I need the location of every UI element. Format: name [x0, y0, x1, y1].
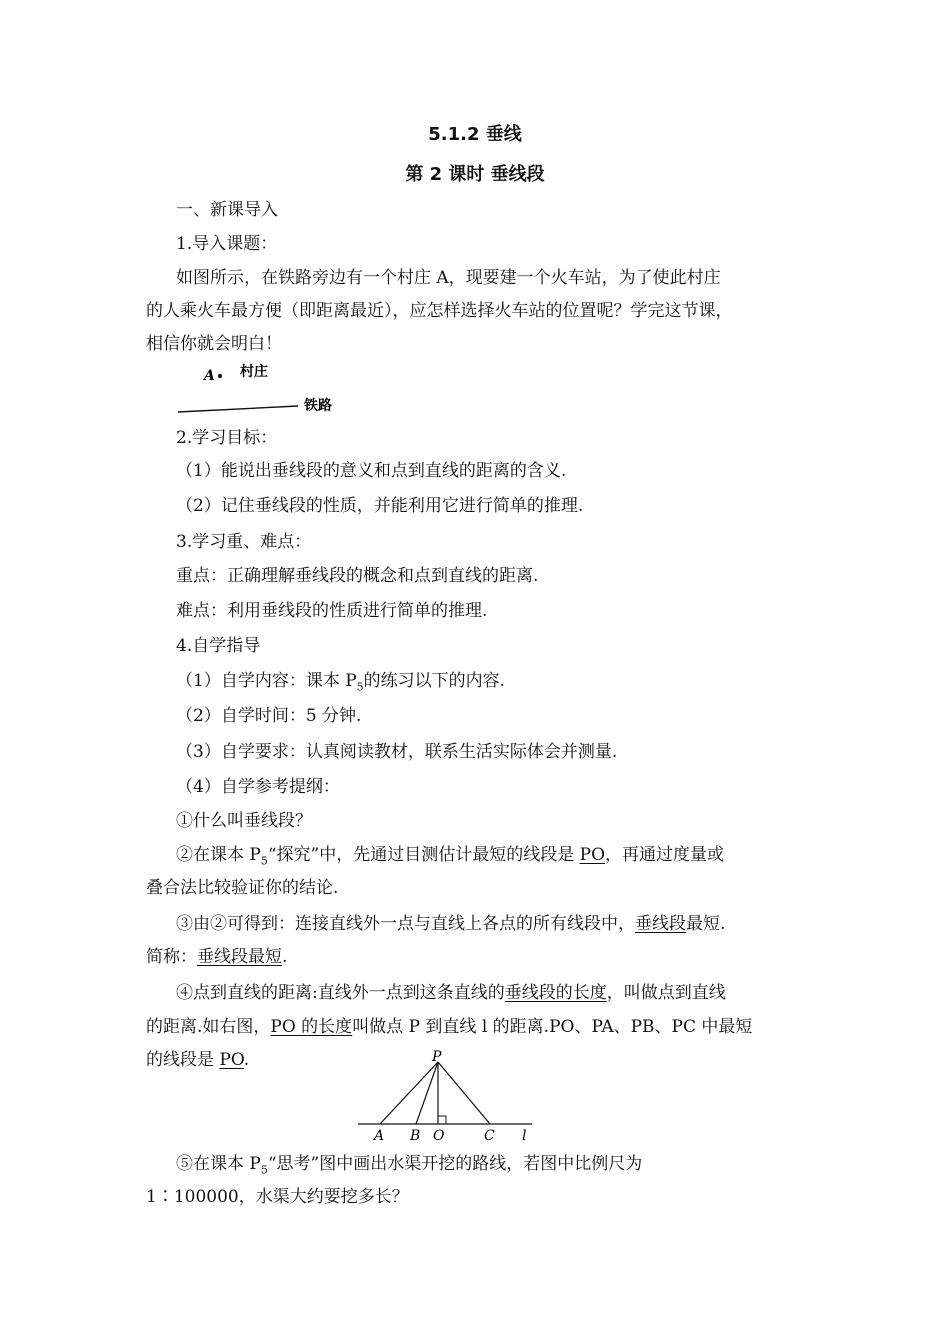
self-study-item — [176, 669, 505, 699]
paragraph-line — [146, 1048, 249, 1072]
point-a-label: A — [204, 368, 215, 384]
text-run: “思考”图中画出水渠开挖的路线，若图中比例尺为 — [267, 1154, 643, 1174]
text-run: 的距离.如右图， — [146, 1017, 271, 1037]
outline-question — [176, 981, 726, 1005]
subheading-topic: 1.导入课题： — [176, 234, 278, 254]
text-run: 简称： — [146, 947, 197, 967]
label-o: O — [433, 1128, 445, 1144]
text-run: 的练习以下的内容. — [363, 671, 506, 691]
label-a: A — [374, 1128, 385, 1144]
perpendicular-figure — [350, 1050, 540, 1146]
paragraph-line: 叠合法比较验证你的结论. — [146, 878, 339, 898]
answer-blank: PO — [219, 1050, 244, 1070]
village-point — [218, 374, 222, 378]
label-p: P — [432, 1050, 442, 1065]
subheading-goals: 2.学习目标： — [176, 428, 278, 448]
subscript: 5 — [356, 680, 364, 694]
self-study-item: （2）自学时间：5 分钟. — [176, 706, 362, 726]
right-angle-mark — [438, 1116, 446, 1124]
paragraph-line: 如图所示，在铁路旁边有一个村庄 A，现要建一个火车站，为了使此村庄 — [176, 268, 721, 288]
segment-pa — [380, 1062, 438, 1124]
railway-line — [178, 406, 298, 412]
label-b: B — [410, 1128, 421, 1144]
outline-question: ①什么叫垂线段？ — [176, 811, 312, 831]
label-l: l — [522, 1128, 527, 1144]
text-run: 叫做点 P 到直线 l 的距离.PO、PA、PB、PC 中最短 — [352, 1017, 753, 1037]
village-railway-figure — [170, 360, 350, 420]
text-run: ，再通过度量或 — [605, 845, 725, 865]
self-study-item: （3）自学要求：认真阅读教材，联系生活实际体会并测量. — [176, 742, 618, 762]
answer-blank: 垂线段最短 — [197, 947, 282, 967]
text-run: ②在课本 P — [176, 845, 261, 865]
outline-question — [176, 912, 725, 936]
paragraph-line: 相信你就会明白！ — [146, 334, 282, 354]
difficult-point: 难点：利用垂线段的性质进行简单的推理. — [176, 601, 488, 621]
outline-question — [176, 1152, 642, 1182]
label-c: C — [484, 1128, 495, 1144]
text-run: 最短. — [686, 914, 726, 934]
text-run: “探究”中，先通过目测估计最短的线段是 — [267, 845, 580, 865]
subheading-self-study: 4.自学指导 — [176, 636, 261, 656]
goal-item: （1）能说出垂线段的意义和点到直线的距离的含义. — [176, 461, 567, 481]
section-heading-intro: 一、新课导入 — [176, 200, 278, 220]
answer-blank: 垂线段 — [635, 914, 686, 934]
answer-blank: PO 的长度 — [270, 1017, 353, 1037]
lesson-title: 5.1.2 垂线 — [428, 124, 522, 145]
subheading-key-points: 3.学习重、难点： — [176, 532, 312, 552]
self-study-item: （4）自学参考提纲： — [176, 777, 340, 797]
text-run: . — [243, 1050, 250, 1070]
goal-item: （2）记住垂线段的性质，并能利用它进行简单的推理. — [176, 496, 584, 516]
text-run: （1）自学内容：课本 P — [176, 671, 357, 691]
text-run: ⑤在课本 P — [176, 1154, 261, 1174]
paragraph-line — [146, 945, 287, 969]
key-point: 重点：正确理解垂线段的概念和点到直线的距离. — [176, 566, 539, 586]
railway-label: 铁路 — [304, 398, 332, 414]
segment-pb — [416, 1062, 438, 1124]
segment-pc — [438, 1062, 490, 1124]
answer-blank: PO — [579, 845, 606, 865]
text-run: 的线段是 — [146, 1050, 220, 1070]
subscript: 5 — [260, 1163, 268, 1177]
lesson-subtitle: 第 2 课时 垂线段 — [405, 164, 545, 185]
paragraph-line: 1∶100000，水渠大约要挖多长？ — [146, 1187, 409, 1207]
paragraph-line: 的人乘火车最方便（即距离最近），应怎样选择火车站的位置呢？学完这节课， — [146, 301, 733, 321]
village-label: 村庄 — [240, 364, 268, 380]
outline-question — [176, 843, 724, 873]
text-run: . — [282, 947, 288, 967]
text-run: ④点到直线的距离:直线外一点到这条直线的 — [176, 983, 505, 1003]
paragraph-line — [146, 1015, 752, 1039]
subscript: 5 — [260, 854, 268, 868]
text-run: ，叫做点到直线 — [606, 983, 726, 1003]
text-run: ③由②可得到：连接直线外一点与直线上各点的所有线段中， — [176, 914, 635, 934]
answer-blank: 垂线段的长度 — [504, 983, 607, 1003]
